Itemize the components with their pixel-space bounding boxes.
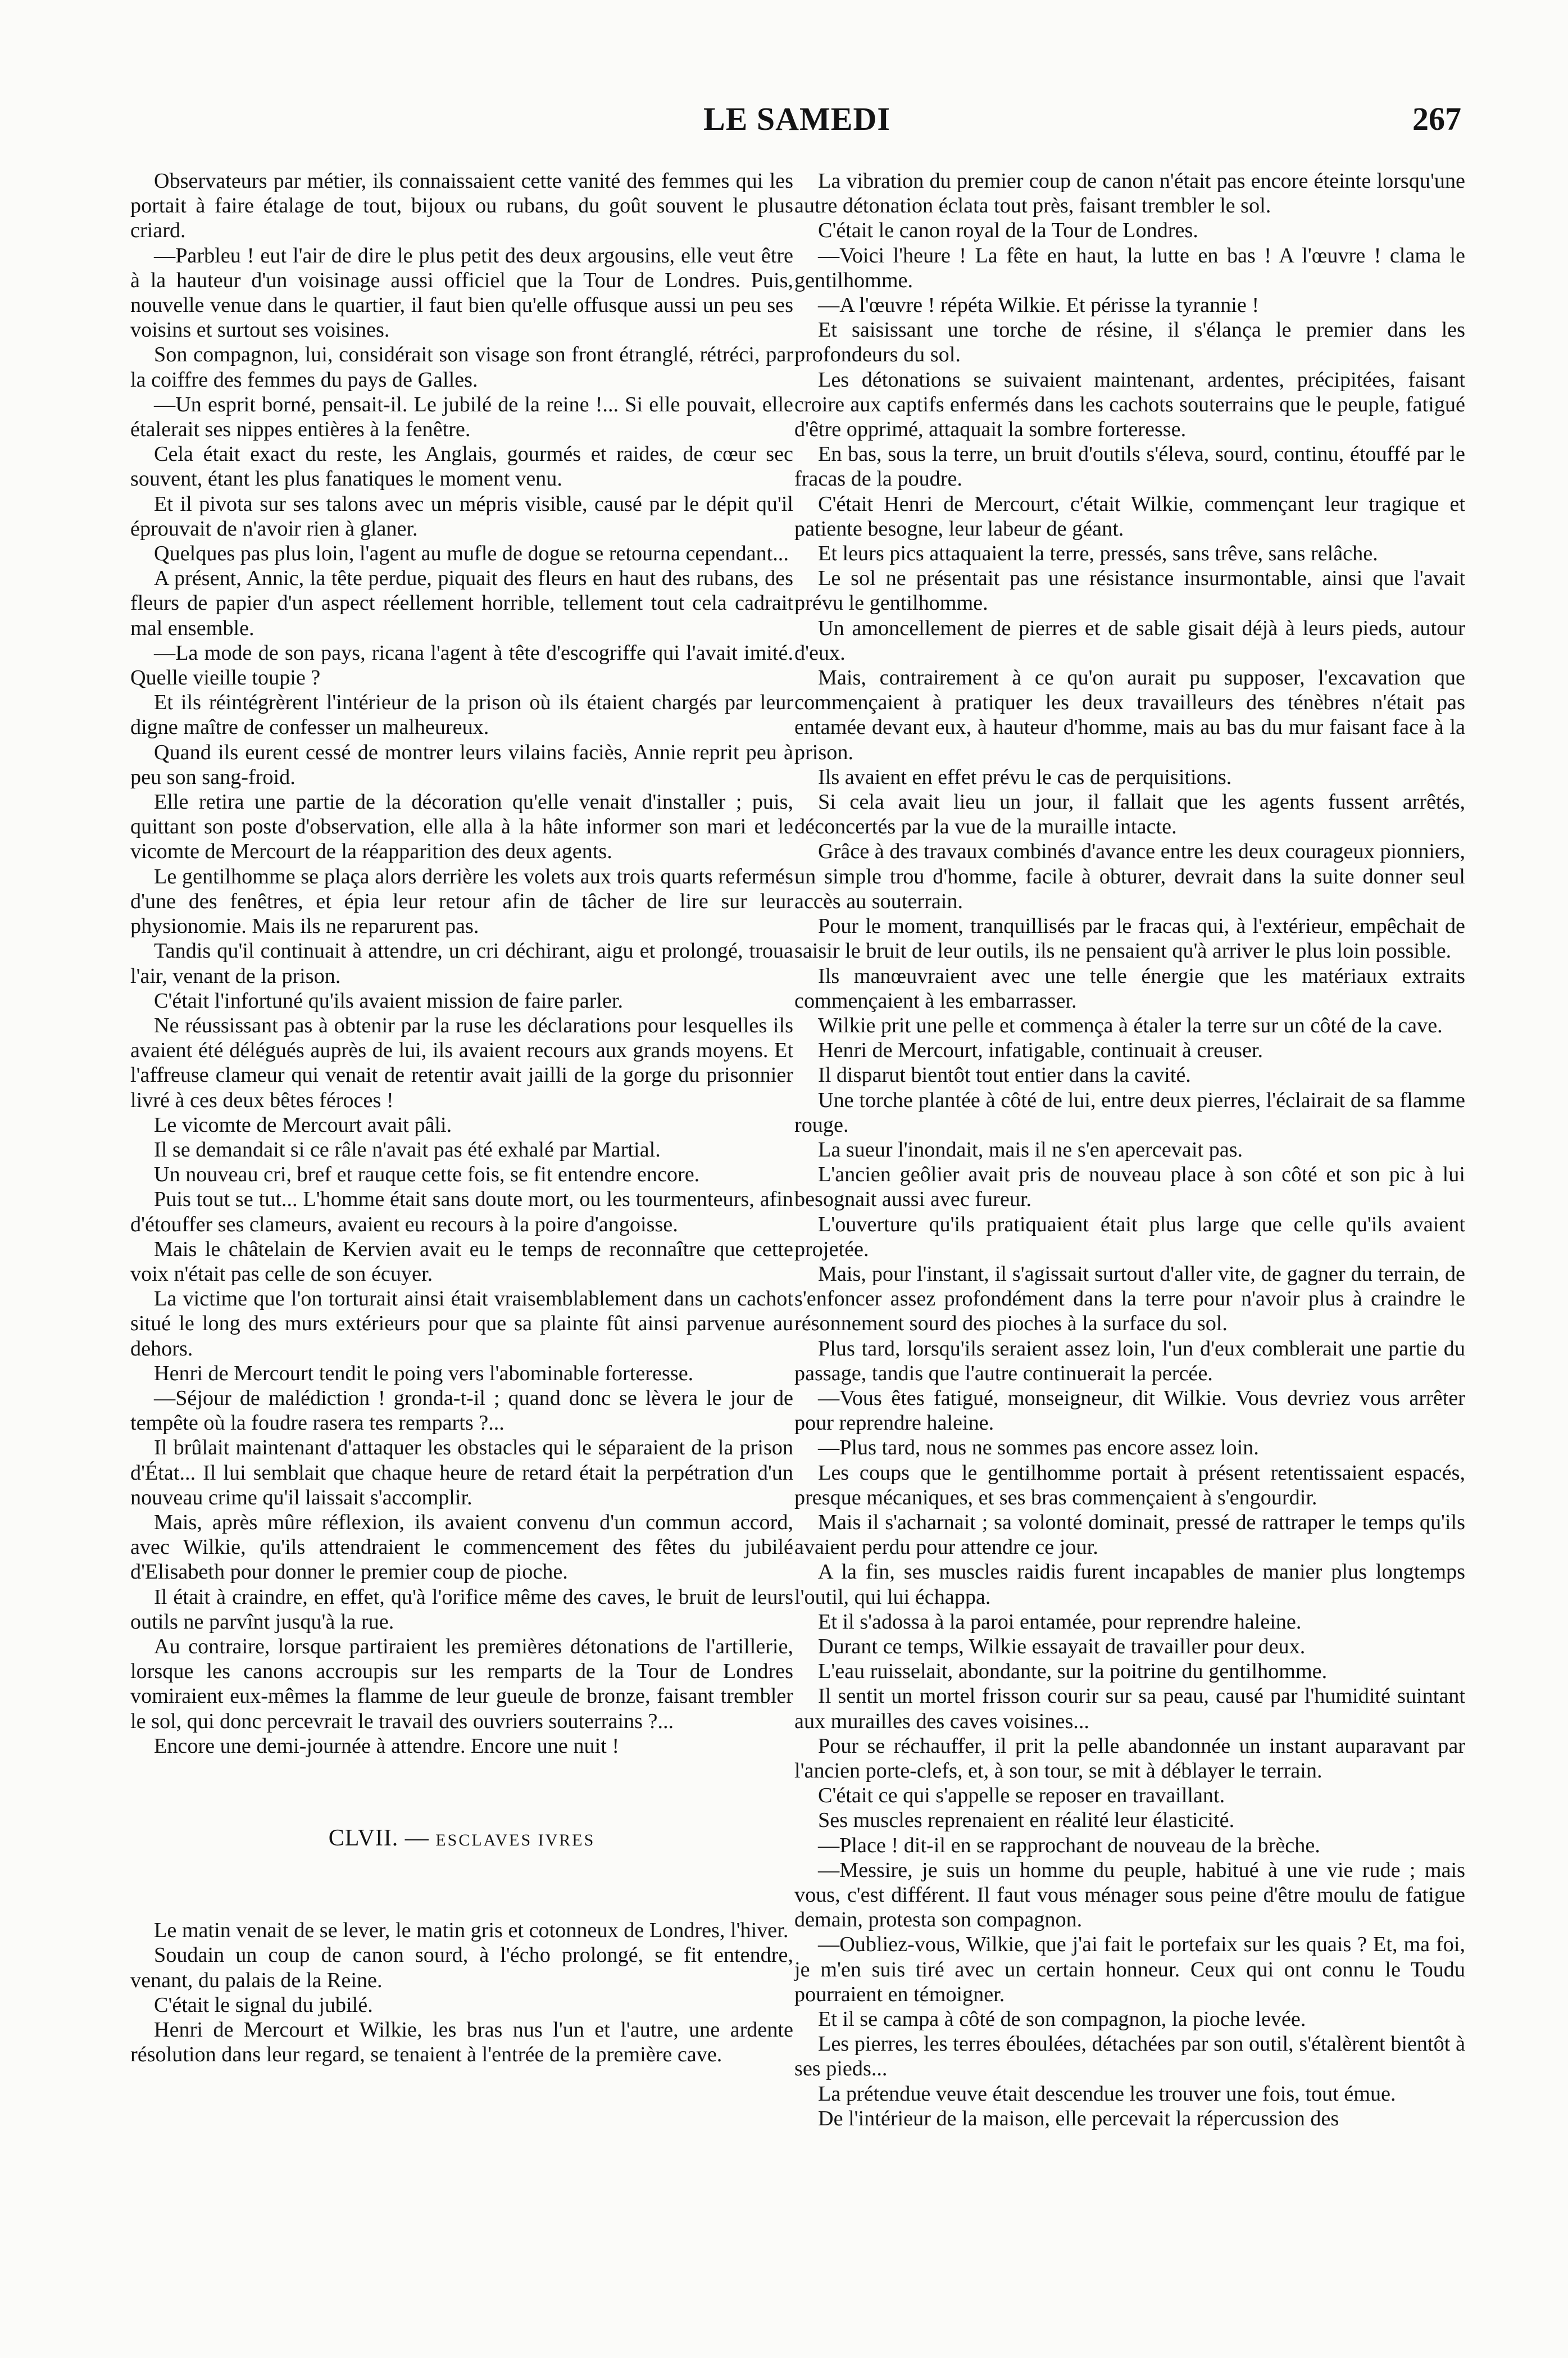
paragraph: Puis tout se tut... L'homme était sans doute mort, ou les tourmenteurs, afin d'étouffer ses clameurs, avaient eu recours à la poire d'angoisse.	[130, 1187, 793, 1236]
paragraph: —Séjour de malédiction ! gronda-t-il ; quand donc se lèvera le jour de tempête où la foudre rasera tes remparts ?...	[130, 1386, 793, 1435]
paragraph: Une torche plantée à côté de lui, entre deux pierres, l'éclairait de sa flamme rouge.	[794, 1088, 1465, 1137]
paragraph: Les coups que le gentilhomme portait à présent retentissaient espacés, presque mécaniques, et ses bras commençaient à s'engourdir.	[794, 1461, 1465, 1509]
right-column-text	[794, 169, 1465, 2131]
page-header	[0, 100, 1568, 145]
paragraph: Il brûlait maintenant d'attaquer les obstacles qui le séparaient de la prison d'État... Il lui semblait que chaque heure de retard était la perpétration d'un nouveau crime qu'il laissait s'accomplir.	[130, 1436, 793, 1509]
left-column	[130, 169, 793, 2067]
paragraph: Les détonations se suivaient maintenant, ardentes, précipitées, faisant croire aux captifs enfermés dans les cachots souterrains que le peuple, fatigué d'être opprimé, attaquait la sombre forteresse.	[794, 368, 1465, 442]
paragraph: Il était à craindre, en effet, qu'à l'orifice même des caves, le bruit de leurs outils ne parvînt jusqu'à la rue.	[130, 1585, 793, 1634]
paragraph: —Parbleu ! eut l'air de dire le plus petit des deux argousins, elle veut être à la hauteur d'un voisinage aussi officiel que la Tour de Londres. Puis, nouvelle venue dans le quartier, il faut bien qu'elle offusque aussi un peu ses voisins et surtout ses voisines.	[130, 243, 793, 342]
left-column-text	[130, 169, 793, 1758]
paragraph: Soudain un coup de canon sourd, à l'écho prolongé, se fit entendre, venant, du palais de la Reine.	[130, 1943, 793, 1992]
paragraph: Elle retira une partie de la décoration qu'elle venait d'installer ; puis, quittant son poste d'observation, elle alla à la hâte informer son mari et le vicomte de Mercourt de la réapparition des deux agents.	[130, 790, 793, 864]
paragraph: C'était l'infortuné qu'ils avaient mission de faire parler.	[154, 988, 624, 1013]
chapter-number: CLVII. —	[328, 1825, 429, 1851]
paragraph: —Plus tard, nous ne sommes pas encore assez loin.	[818, 1436, 1259, 1460]
paragraph: C'était Henri de Mercourt, c'était Wilkie, commençant leur tragique et patiente besogne, leur labeur de géant.	[794, 492, 1465, 541]
paragraph: Et saisissant une torche de résine, il s'élança le premier dans les profondeurs du sol.	[794, 318, 1465, 367]
right-column	[794, 169, 1465, 2131]
paragraph: —Oubliez-vous, Wilkie, que j'ai fait le portefaix sur les quais ? Et, ma foi, je m'en suis tiré avec un certain honneur. Ceux qui ont connu le Toudu pourraient en témoigner.	[794, 1933, 1465, 2006]
paragraph: Ils avaient en effet prévu le cas de perquisitions.	[818, 765, 1232, 789]
paragraph: —La mode de son pays, ricana l'agent à tête d'escogriffe qui l'avait imité. Quelle vieille toupie ?	[130, 641, 793, 690]
chapter-title: ESCLAVES IVRES	[435, 1831, 596, 1849]
chapter-opening-text	[130, 1918, 793, 2067]
paragraph: —A l'œuvre ! répéta Wilkie. Et périsse la tyrannie !	[818, 293, 1260, 318]
paragraph: C'était le canon royal de la Tour de Londres.	[818, 219, 1198, 243]
paragraph: Pour le moment, tranquillisés par le fracas qui, à l'extérieur, empêchait de saisir le bruit de leur outils, ils ne pensaient qu'à arriver le plus loin possible.	[794, 914, 1465, 963]
paragraph: Cela était exact du reste, les Anglais, gourmés et raides, de cœur sec souvent, étant les plus fanatiques le moment venu.	[130, 442, 793, 491]
paragraph: Encore une demi-journée à attendre. Encore une nuit !	[154, 1734, 620, 1758]
paragraph: Henri de Mercourt tendit le poing vers l'abominable forteresse.	[154, 1361, 694, 1385]
paragraph: Et leurs pics attaquaient la terre, pressés, sans trêve, sans relâche.	[818, 542, 1378, 566]
paragraph: La sueur l'inondait, mais il ne s'en apercevait pas.	[818, 1137, 1243, 1162]
paragraph: L'eau ruisselait, abondante, sur la poitrine du gentilhomme.	[818, 1659, 1328, 1684]
paragraph: L'ouverture qu'ils pratiquaient était plus large que celle qu'ils avaient projetée.	[794, 1212, 1465, 1261]
paragraph: Ne réussissant pas à obtenir par la ruse les déclarations pour lesquelles ils avaient été délégués auprès de lui, ils avaient recours aux grands moyens. Et l'affreuse clameur qui venait de retentir avait jailli de la gorge du prisonnier livré à ces deux bêtes féroces !	[130, 1013, 793, 1112]
paragraph: A présent, Annic, la tête perdue, piquait des fleurs en haut des rubans, des fleurs de papier d'un aspect réellement horrible, tellement tout cela cadrait mal ensemble.	[130, 566, 793, 640]
paragraph: Le vicomte de Mercourt avait pâli.	[154, 1113, 452, 1137]
paragraph: Tandis qu'il continuait à attendre, un cri déchirant, aigu et prolongé, troua l'air, venant de la prison.	[130, 939, 793, 988]
paragraph: Il disparut bientôt tout entier dans la cavité.	[818, 1063, 1191, 1087]
paragraph: Il se demandait si ce râle n'avait pas été exhalé par Martial.	[154, 1137, 661, 1162]
paragraph: Ils manœuvraient avec une telle énergie que les matériaux extraits commençaient à les embarrasser.	[794, 964, 1465, 1013]
paragraph: Mais il s'acharnait ; sa volonté dominait, pressé de rattraper le temps qu'ils avaient perdu pour attendre ce jour.	[794, 1510, 1465, 1559]
paragraph: —Place ! dit-il en se rapprochant de nouveau de la brèche.	[818, 1833, 1320, 1857]
paragraph: Mais, après mûre réflexion, ils avaient convenu d'un commun accord, avec Wilkie, qu'ils attendraient le commencement des fêtes du jubilé d'Elisabeth pour donner le premier coup de pioche.	[130, 1510, 793, 1584]
paragraph: La prétendue veuve était descendue les trouver une fois, tout émue.	[818, 2082, 1396, 2106]
paragraph: C'était ce qui s'appelle se reposer en travaillant.	[818, 1784, 1225, 1808]
paragraph: Le matin venait de se lever, le matin gris et cotonneux de Londres, l'hiver.	[154, 1919, 789, 1943]
paragraph: La victime que l'on torturait ainsi était vraisemblablement dans un cachot situé le long des murs extérieurs pour que sa plainte fût ainsi parvenue au dehors.	[130, 1287, 793, 1361]
paragraph: Les pierres, les terres éboulées, détachées par son outil, s'étalèrent bientôt à ses pieds...	[794, 2032, 1465, 2081]
paragraph: Observateurs par métier, ils connaissaient cette vanité des femmes qui les portait à faire étalage de tout, bijoux ou rubans, du goût souvent le plus criard.	[130, 169, 793, 243]
paragraph: De l'intérieur de la maison, elle percevait la répercussion des	[818, 2106, 1339, 2130]
paragraph: Quelques pas plus loin, l'agent au mufle de dogue se retourna cependant...	[154, 542, 789, 566]
paragraph: Pour se réchauffer, il prit la pelle abandonnée un instant auparavant par l'ancien porte-clefs, et, à son tour, se mit à déblayer le terrain.	[794, 1734, 1465, 1783]
chapter-heading	[130, 1826, 793, 1853]
paragraph: La vibration du premier coup de canon n'était pas encore éteinte lorsqu'une autre détonation éclata tout près, faisant trembler le sol.	[794, 169, 1465, 218]
running-title: LE SAMEDI	[703, 101, 890, 137]
paragraph: Au contraire, lorsque partiraient les premières détonations de l'artillerie, lorsque les canons accroupis sur les remparts de la Tour de Londres vomiraient eux-mêmes la flamme de leur gueule de bronze, faisant trembler le sol, qui donc percevrait le travail des ouvriers souterrains ?...	[130, 1634, 793, 1733]
paragraph: Mais, contrairement à ce qu'on aurait pu supposer, l'excavation que commençaient à pratiquer les deux travailleurs des ténèbres n'était pas entamée devant eux, à hauteur d'homme, mais au bas du mur faisant face à la prison.	[794, 666, 1465, 764]
paragraph: Wilkie prit une pelle et commença à étaler la terre sur un côté de la cave.	[818, 1013, 1443, 1037]
paragraph: L'ancien geôlier avait pris de nouveau place à son côté et son pic à lui besognait aussi avec fureur.	[794, 1163, 1465, 1212]
paragraph: A la fin, ses muscles raidis furent incapables de manier plus longtemps l'outil, qui lui échappa.	[794, 1560, 1465, 1609]
paragraph: Grâce à des travaux combinés d'avance entre les deux courageux pionniers, un simple trou d'homme, facile à obturer, devrait dans la suite donner seul accès au souterrain.	[794, 840, 1465, 913]
paragraph: Henri de Mercourt, infatigable, continuait à creuser.	[818, 1039, 1264, 1063]
paragraph: Et il pivota sur ses talons avec un mépris visible, causé par le dépit qu'il éprouvait de n'avoir rien à glaner.	[130, 492, 793, 541]
paragraph: Le sol ne présentait pas une résistance insurmontable, ainsi que l'avait prévu le gentilhomme.	[794, 566, 1465, 615]
paragraph: Et il s'adossa à la paroi entamée, pour reprendre haleine.	[818, 1609, 1302, 1634]
paragraph: Il sentit un mortel frisson courir sur sa peau, causé par l'humidité suintant aux murailles des caves voisines...	[794, 1684, 1465, 1733]
paragraph: Plus tard, lorsqu'ils seraient assez loin, l'un d'eux comblerait une partie du passage, tandis que l'autre continuerait la percée.	[794, 1336, 1465, 1385]
paragraph: Quand ils eurent cessé de montrer leurs vilains faciès, Annie reprit peu à peu son sang-froid.	[130, 740, 793, 789]
paragraph: Un amoncellement de pierres et de sable gisait déjà à leurs pieds, autour d'eux.	[794, 616, 1465, 665]
paragraph: —Voici l'heure ! La fête en haut, la lutte en bas ! A l'œuvre ! clama le gentilhomme.	[794, 243, 1465, 292]
paragraph: —Messire, je suis un homme du peuple, habitué à une vie rude ; mais vous, c'est différent. Il faut vous ménager sous peine d'être moulu de fatigue demain, protesta son compagnon.	[794, 1858, 1465, 1932]
paragraph: C'était le signal du jubilé.	[154, 1993, 373, 2017]
paragraph: Durant ce temps, Wilkie essayait de travailler pour deux.	[818, 1634, 1306, 1658]
paragraph: En bas, sous la terre, un bruit d'outils s'éleva, sourd, continu, étouffé par le fracas de la poudre.	[794, 442, 1465, 491]
paragraph: Son compagnon, lui, considérait son visage son front étranglé, rétréci, par la coiffre des femmes du pays de Galles.	[130, 343, 793, 392]
paragraph: —Vous êtes fatigué, monseigneur, dit Wilkie. Vous devriez vous arrêter pour reprendre haleine.	[794, 1386, 1465, 1435]
paragraph: Mais le châtelain de Kervien avait eu le temps de reconnaître que cette voix n'était pas celle de son écuyer.	[130, 1237, 793, 1286]
paragraph: Henri de Mercourt et Wilkie, les bras nus l'un et l'autre, une ardente résolution dans leur regard, se tenaient à l'entrée de la première cave.	[130, 2018, 793, 2067]
page-number: 267	[1412, 101, 1461, 137]
paragraph: Mais, pour l'instant, il s'agissait surtout d'aller vite, de gagner du terrain, de s'enfoncer assez profondément dans la terre pour n'avoir plus à craindre le résonnement sourd des pioches à la surface du sol.	[794, 1262, 1465, 1336]
paragraph: Et il se campa à côté de son compagnon, la pioche levée.	[818, 2007, 1306, 2031]
paragraph: —Un esprit borné, pensait-il. Le jubilé de la reine !... Si elle pouvait, elle étalerait ses nippes entières à la fenêtre.	[130, 392, 793, 442]
paragraph: Et ils réintégrèrent l'intérieur de la prison où ils étaient chargés par leur digne maître de confesser un malheureux.	[130, 691, 793, 740]
paragraph: Le gentilhomme se plaça alors derrière les volets aux trois quarts refermés d'une des fenêtres, et épia leur retour afin de tâcher de lire sur leur physionomie. Mais ils ne reparurent pas.	[130, 864, 793, 938]
paragraph: Ses muscles reprenaient en réalité leur élasticité.	[818, 1808, 1235, 1833]
paragraph: Un nouveau cri, bref et rauque cette fois, se fit entendre encore.	[154, 1163, 700, 1187]
paragraph: Si cela avait lieu un jour, il fallait que les agents fussent arrêtés, déconcertés par la vue de la muraille intacte.	[794, 790, 1465, 839]
